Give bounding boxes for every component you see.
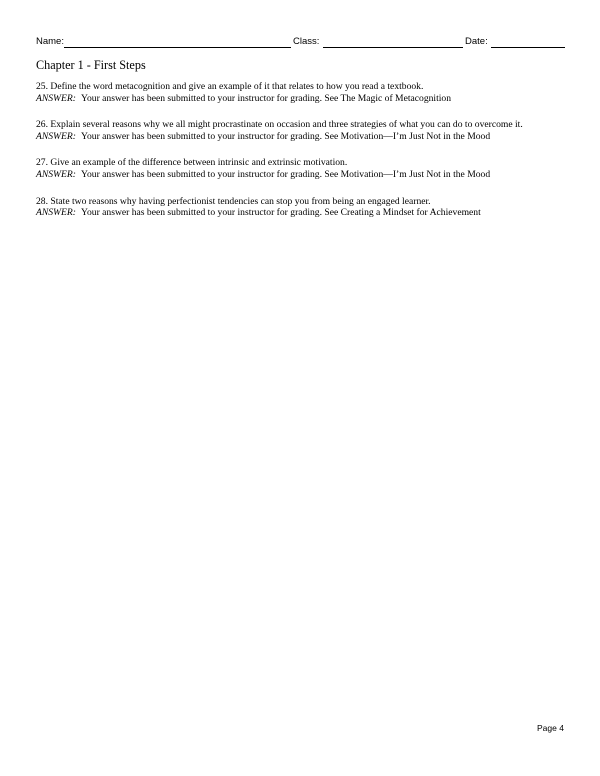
page-number: Page 4 xyxy=(537,723,564,733)
answer-line xyxy=(36,93,566,105)
answer-label: ANSWER: xyxy=(36,130,76,142)
answer-text: Your answer has been submitted to your instructor for grading. See The Magic of Metacognition xyxy=(81,92,452,104)
question-list xyxy=(36,81,566,234)
name-label: Name: xyxy=(36,36,64,47)
answer-line xyxy=(36,169,566,181)
worksheet-header xyxy=(36,36,565,50)
answer-label: ANSWER: xyxy=(36,207,76,219)
date-blank-line xyxy=(491,47,565,48)
name-blank-line xyxy=(64,47,291,48)
question-text: 26. Explain several reasons why we all might procrastinate on occasion and three strategies of what you can do to overcome it. xyxy=(36,119,523,131)
answer-text: Your answer has been submitted to your instructor for grading. See Motivation—I’m Just Not in the Mood xyxy=(81,168,491,180)
answer-line xyxy=(36,207,566,219)
question-item xyxy=(36,196,566,219)
answer-text: Your answer has been submitted to your instructor for grading. See Motivation—I’m Just Not in the Mood xyxy=(81,130,491,142)
answer-line xyxy=(36,131,566,143)
answer-text: Your answer has been submitted to your instructor for grading. See Creating a Mindset for Achievement xyxy=(81,207,481,219)
class-label: Class: xyxy=(293,36,320,47)
question-text: 25. Define the word metacognition and give an example of it that relates to how you read a textbook. xyxy=(36,81,424,92)
class-blank-line xyxy=(323,47,463,48)
question-text: 27. Give an example of the difference between intrinsic and extrinsic motivation. xyxy=(36,157,348,169)
question-text: 28. State two reasons why having perfectionist tendencies can stop you from being an engaged learner. xyxy=(36,195,431,207)
answer-label: ANSWER: xyxy=(36,92,76,104)
question-item xyxy=(36,81,566,104)
answer-label: ANSWER: xyxy=(36,168,76,180)
date-label: Date: xyxy=(465,36,488,47)
chapter-title: Chapter 1 - First Steps xyxy=(36,58,146,72)
question-item xyxy=(36,157,566,180)
question-item xyxy=(36,119,566,142)
